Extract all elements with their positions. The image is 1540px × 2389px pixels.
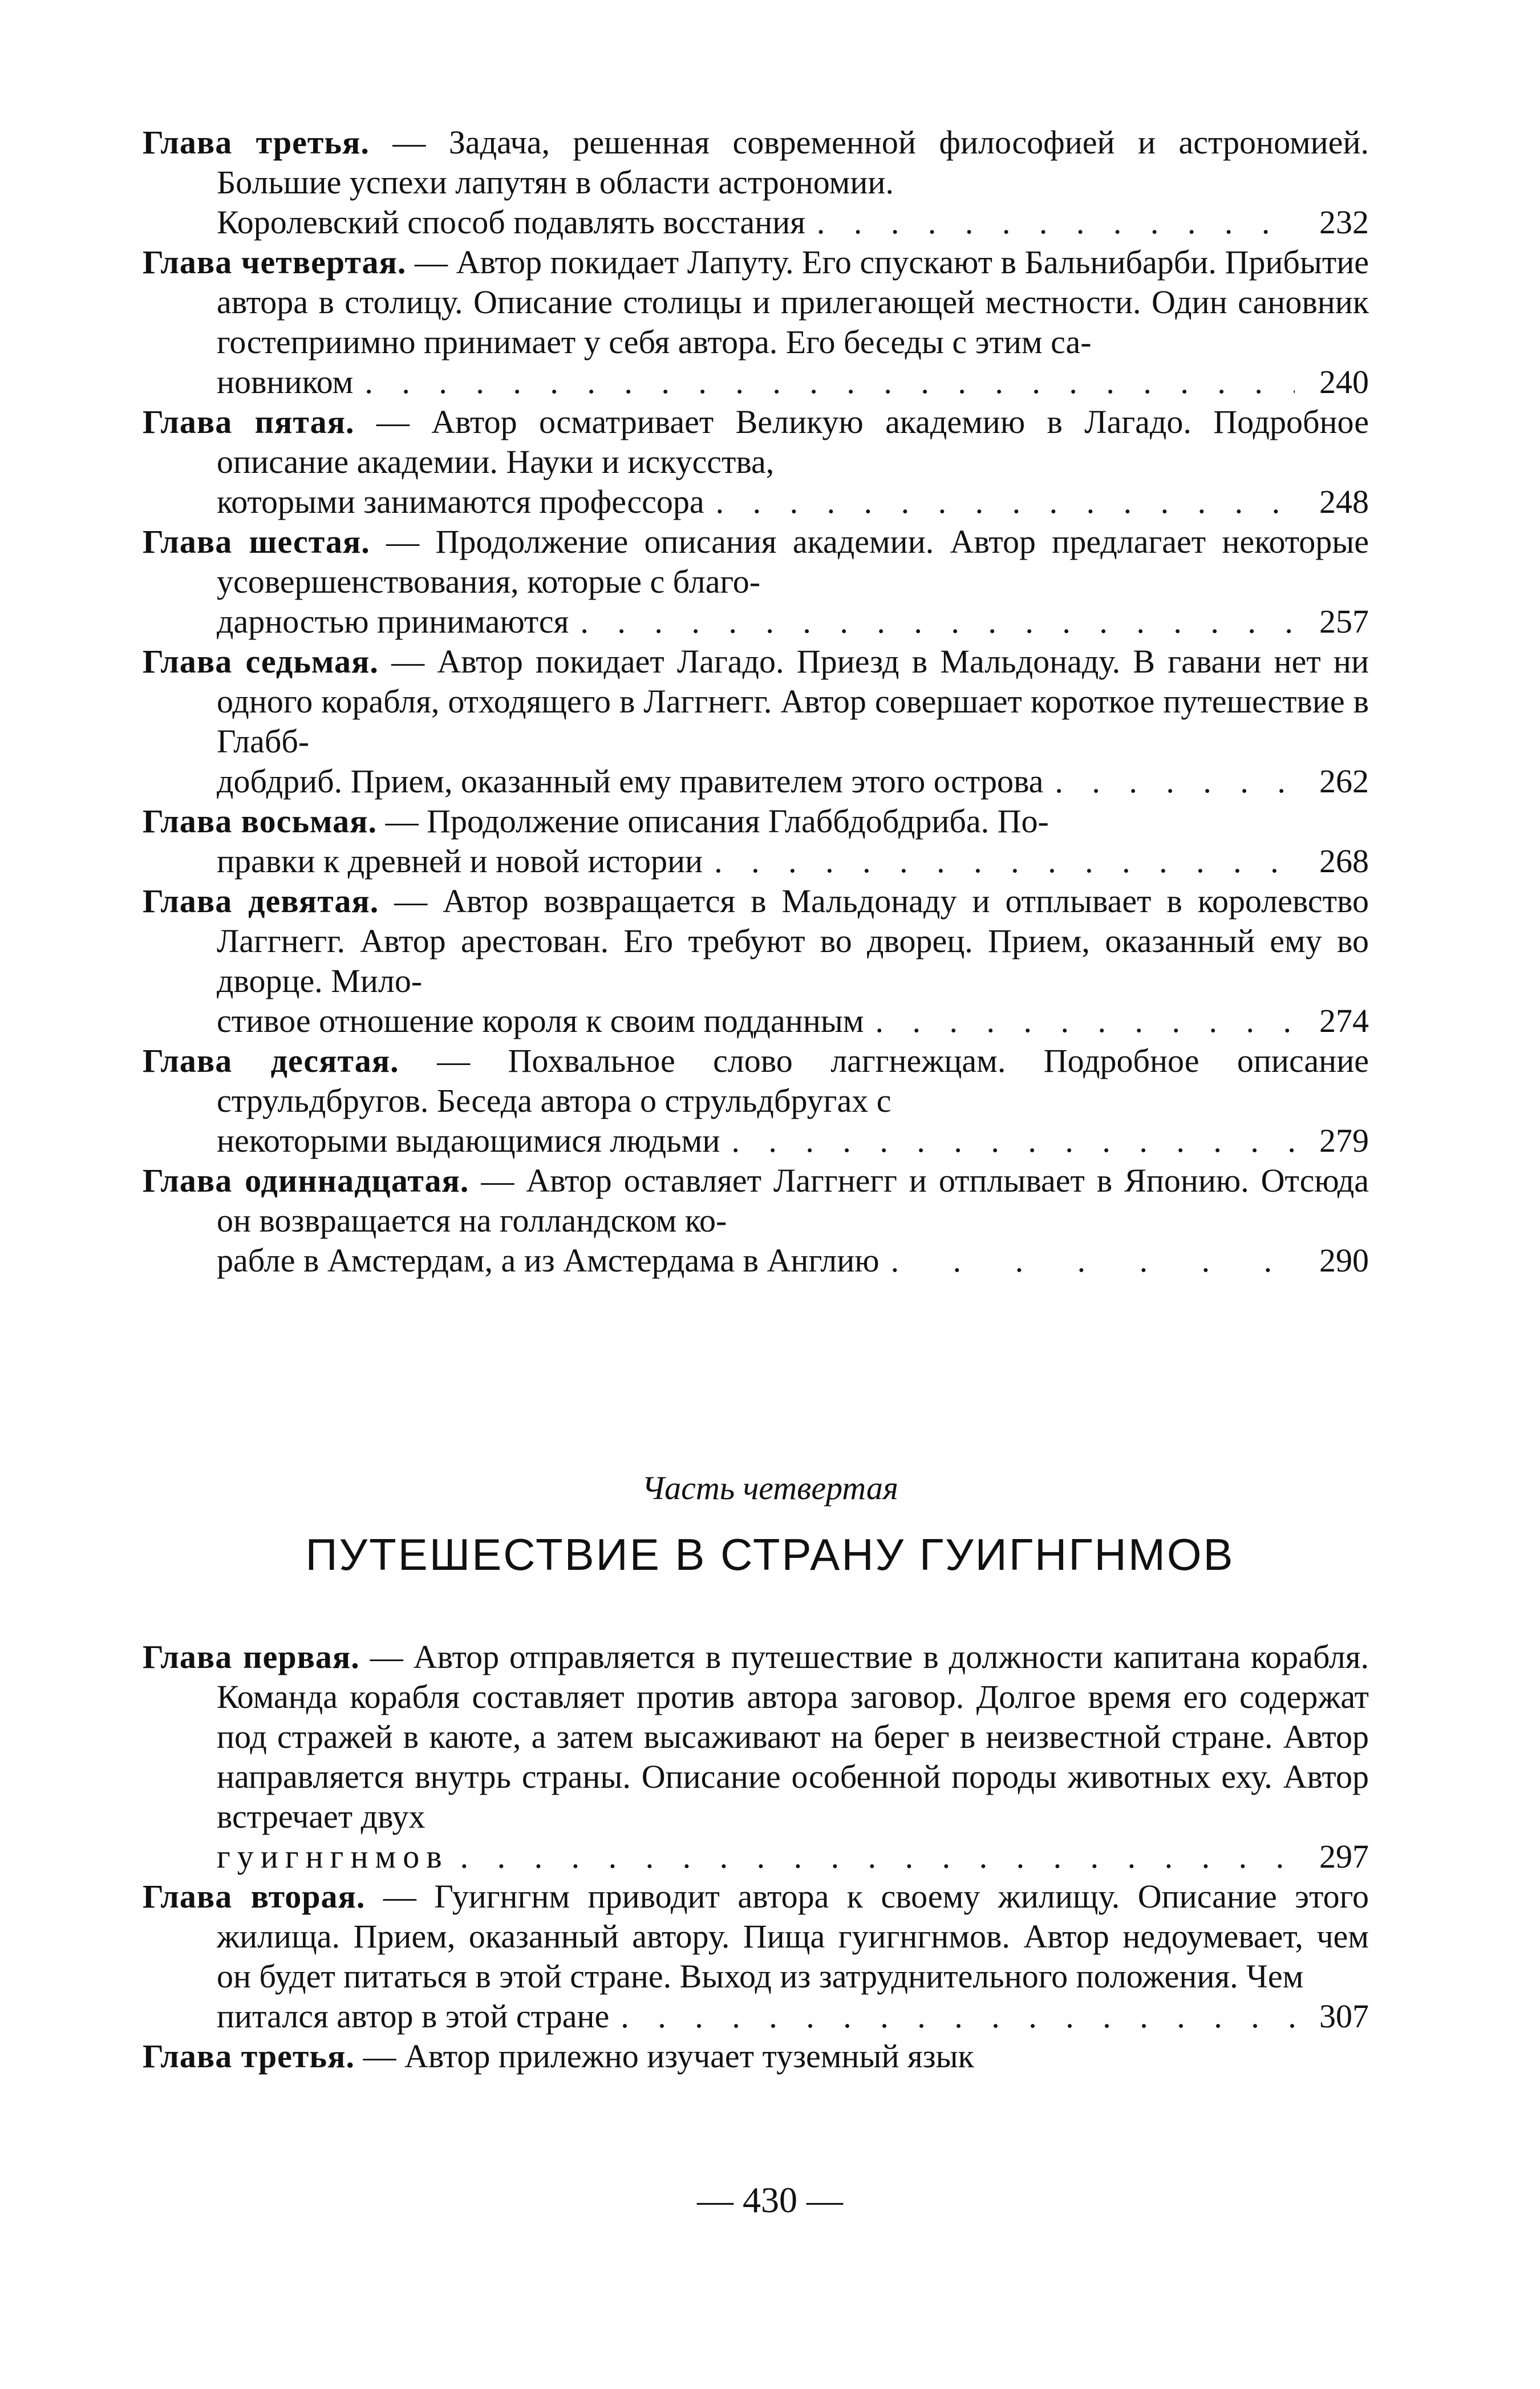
toc-entry (143, 1637, 1369, 1877)
chapter-summary: — Продолжение описания Глаббдобдриба. По- (377, 803, 1049, 840)
leader-dots (731, 1121, 1295, 1161)
chapter-summary-end: которыми занимаются профессора (217, 483, 704, 520)
chapter-summary-end: правки к древней и новой истории (217, 843, 703, 880)
leader-dots (364, 362, 1295, 402)
chapter-summary-end: дарностью принимаются (217, 603, 569, 640)
toc-entry (143, 1041, 1369, 1161)
chapter-summary: — Гуигнгнм приводит автора к своему жилищу. Описание этого жилища. Прием, оказанный автору. Пища гуигнгнмов. Автор недоумевает, чем он будет питаться в этой стране. Выход из затруднительного положения. Чем (217, 1878, 1369, 1995)
chapter-label: Глава десятая. (143, 1042, 399, 1079)
chapter-label: Глава восьмая. (143, 803, 378, 840)
page-reference: 257 (1319, 603, 1369, 640)
chapter-summary-end: Королевский способ подавлять восстания (217, 204, 805, 241)
toc-entry (143, 642, 1369, 801)
page-reference: 248 (1319, 483, 1369, 520)
page-reference: 274 (1319, 1002, 1369, 1039)
page-reference: 262 (1319, 763, 1369, 800)
leader-dots (714, 841, 1295, 881)
chapter-summary-end: стивое отношение короля к своим подданным (217, 1002, 864, 1039)
chapter-summary: — Автор возвращается в Мальдонаду и отплывает в королевство Лаггнегг. Автор арестован. Его требуют во дворец. Прием, оказанный ему во дворце. Мило- (217, 882, 1369, 999)
chapter-label: Глава девятая. (143, 882, 379, 920)
chapter-summary: — Продолжение описания академии. Автор предлагает некоторые усовершенствования, которые с благо- (217, 523, 1369, 600)
page-reference: 297 (1319, 1838, 1369, 1875)
chapter-summary-end: рабле в Амстердам, а из Амстердама в Англию (217, 1242, 880, 1279)
chapter-label: Глава седьмая. (143, 643, 379, 680)
toc-entry (143, 123, 1369, 242)
chapter-summary: — Автор покидает Лапуту. Его спускают в Бальнибарби. Прибытие автора в столицу. Описание столицы и прилегающей местности. Один сановник гостеприимно принимает у себя автора. Его беседы с этим са- (217, 244, 1369, 361)
leader-dots (891, 1241, 1295, 1281)
leader-dots (1055, 762, 1295, 801)
chapter-label: Глава шестая. (143, 523, 370, 560)
chapter-summary: — Автор отправляется в путешествие в должности капитана корабля. Команда корабля составляет против автора заговор. Долгое время его содержат под стражей в каюте, а затем высаживают на берег в неизвестной стране. Автор направляется внутрь страны. Описание особенной породы животных еху. Автор встречает двух (217, 1638, 1369, 1835)
chapter-summary-end: питался автор в этой стране (217, 1998, 610, 2035)
chapter-summary-end: гуигнгнмов (217, 1838, 449, 1875)
chapter-summary: — Похвальное слово лаггнежцам. Подробное описание струльдбругов. Беседа автора о струльдбругах с (217, 1042, 1369, 1119)
page-reference: 268 (1319, 843, 1369, 880)
page-number: — 430 — (697, 2180, 843, 2220)
chapter-summary-end: некоторыми выдающимися людьми (217, 1122, 720, 1159)
chapter-summary: — Автор осматривает Великую академию в Лагадо. Подробное описание академии. Науки и искусства, (217, 403, 1369, 480)
part-subtitle: Часть четвертая (642, 1469, 898, 1507)
page-reference: 290 (1319, 1242, 1369, 1279)
contents-part-four (143, 1637, 1369, 2076)
leader-dots (460, 1837, 1295, 1877)
chapter-summary: — Задача, решенная современной философией и астрономией. Большие успехи лапутян в области астрономии. (217, 124, 1369, 201)
chapter-summary: — Автор оставляет Лаггнегг и отплывает в Японию. Отсюда он возвращается на голландском ко- (217, 1162, 1369, 1239)
toc-entry (143, 801, 1369, 881)
chapter-label: Глава третья. (143, 2038, 355, 2075)
leader-dots (580, 602, 1295, 642)
toc-entry (143, 242, 1369, 402)
contents-part-three (143, 123, 1369, 1281)
toc-entry (143, 522, 1369, 642)
part-title: ПУТЕШЕСТВИЕ В СТРАНУ ГУИГНГНМОВ (305, 1529, 1235, 1580)
toc-entry (143, 1877, 1369, 2036)
leader-dots (876, 1001, 1295, 1041)
page-reference: 232 (1319, 204, 1369, 241)
leader-dots (817, 203, 1295, 242)
chapter-label: Глава третья. (143, 124, 370, 161)
chapter-summary-end: добдриб. Прием, оказанный ему правителем этого острова (217, 763, 1044, 800)
leader-dots (621, 1997, 1295, 2036)
toc-entry (143, 402, 1369, 522)
chapter-label: Глава четвертая. (143, 244, 407, 281)
chapter-summary: — Автор покидает Лагадо. Приезд в Мальдонаду. В гавани нет ни одного корабля, отходящего в Лаггнегг. Автор совершает короткое путешествие в Глабб- (217, 643, 1369, 760)
chapter-label: Глава первая. (143, 1638, 360, 1675)
page-reference: 307 (1319, 1998, 1369, 2035)
page-reference: 240 (1319, 363, 1369, 400)
toc-entry (143, 2036, 1369, 2076)
toc-entry (143, 1161, 1369, 1281)
chapter-summary: — Автор прилежно изучает туземный язык (354, 2038, 974, 2075)
chapter-label: Глава вторая. (143, 1878, 366, 1915)
chapter-summary-end: новником (217, 363, 354, 400)
chapter-label: Глава пятая. (143, 403, 355, 440)
chapter-label: Глава одиннадцатая. (143, 1162, 469, 1199)
leader-dots (716, 482, 1295, 522)
page-reference: 279 (1319, 1122, 1369, 1159)
toc-entry (143, 881, 1369, 1041)
